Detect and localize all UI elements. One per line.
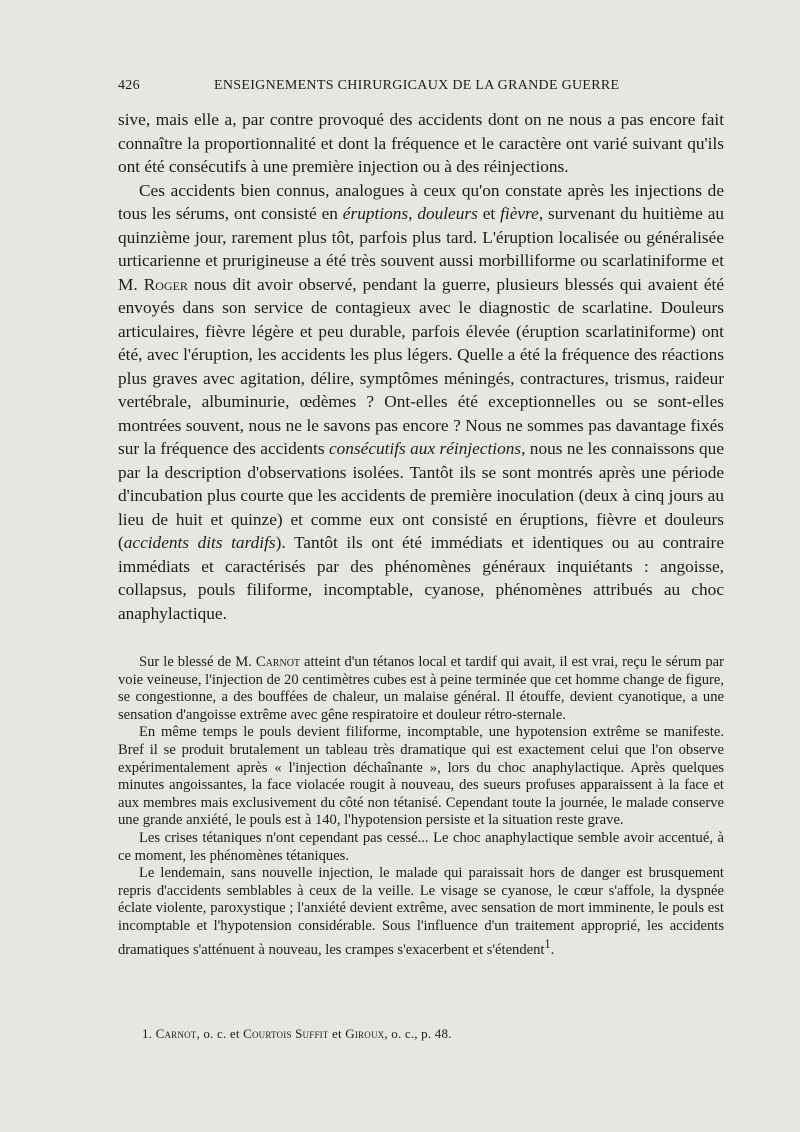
obs2-text: En même temps le pouls devient filiforme, incomptable, une hypotension extrême se manifeste. Bref il se produit brutalement un tableau très dramatique qui est exactement celui que l'on observe expérimentalement après « l'injection déchaînante », lors du choc anaphylactique. Après quelques minutes angoissantes, la face violacée rougit à nouveau, des sueurs profuses apparaissent à la face et aux membres mais exclusivement du côté non tétanisé. Cependant toute la journée, le malade conserve une grande anxiété, le pouls est à 140, l'hypotension persiste et la situation reste grave.: [118, 724, 724, 829]
emphasis-fievre: fièvre: [500, 204, 539, 223]
footnote-text-b: et: [328, 1026, 346, 1041]
observation-paragraph-3: [118, 830, 724, 865]
paragraph-1: [118, 108, 724, 179]
obs4-text: Le lendemain, sans nouvelle injection, le malade qui paraissait hors de danger est brusquement repris d'accidents semblables à ceux de la veille. Le visage se cyanose, le cœur s'affole, la dyspnée éclate violente, paroxystique ; l'anxiété devient extrême, avec sensation de mort imminente, le pouls est incomptable et l'hypotension considérable. Sous l'influence d'un traitement approprié, les accidents dramatiques s'atténuent à nouveau, les crampes s'exacerbent et s'étendent: [118, 865, 724, 958]
p2-text-c: nous dit avoir observé, pendant la guerre, plusieurs blessés qui avaient été envoyés dans son service de contagieux avec le diagnostic de scarlatine. Douleurs articulaires, fièvre légère et peu durable, parfois élevée (éruption scarlatiniforme) ont été, avec l'éruption, les accidents les plus légers. Quelle a été la fréquence des réactions plus graves avec agitation, délire, symptômes méningés, contractures, trismus, raideur vertébrale, albuminurie, œdèmes ? Ont-elles été exceptionnelles ou se sont-elles montrées souvent, nous ne le savons pas encore ? Nous ne sommes pas davantage fixés sur la fréquence des accidents: [118, 274, 724, 458]
observation-paragraph-1: [118, 654, 724, 724]
footnote: [142, 1026, 452, 1042]
paragraph-2: [118, 179, 724, 626]
footnote-author-giroux: Giroux: [345, 1026, 385, 1041]
author-roger: Roger: [143, 274, 188, 294]
obs4-end: .: [550, 941, 555, 958]
emphasis-tardifs: accidents dits tardifs: [123, 533, 276, 552]
main-text: [118, 108, 724, 625]
page-header: [118, 78, 723, 98]
obs1-text-b: atteint d'un tétanos local et tardif qui avait, il est vrai, reçu le sérum par voie veineuse, l'injection de 20 centimètres cubes est à peine terminée que cet homme change de figure, se congestionne, a des bouffées de chaleur, un malaise général. Il étouffe, devient cyanotique, a une sensation d'angoisse extrême avec gêne respiratoire et douleur rétro-sternale.: [118, 654, 724, 723]
footnote-number: 1.: [142, 1026, 153, 1041]
p2-text-d: , nous ne les connaissons que par la description d'observations isolées. Tantôt ils se sont montrés après une période d'incubation plus courte que les accidents de première inoculation (deux à cinq jours au lieu de huit et quinze) et comme eux ont consisté en éruptions, fièvre et douleurs (: [118, 439, 724, 552]
author-carnot: Carnot: [255, 654, 301, 670]
observation-paragraph-2: [118, 724, 724, 830]
observation-paragraph-4: [118, 865, 724, 959]
obs3-text: Les crises tétaniques n'ont cependant pas cessé... Le choc anaphylactique semble avoir accentué, à ce moment, les phénomènes tétaniques.: [118, 829, 724, 864]
emphasis-consecutifs: consécutifs aux réinjections: [328, 439, 522, 458]
running-title: ENSEIGNEMENTS CHIRURGICAUX DE LA GRANDE GUERRE: [214, 78, 620, 93]
p2-text-b: , survenant du huitième au quinzième jour, rarement plus tôt, parfois plus tard. L'éruption localisée ou généralisée urticarienne et prurigineuse a été très souvent aussi morbilliforme ou scarlatiniforme et M.: [118, 204, 724, 294]
emphasis-douleurs: douleurs: [417, 204, 478, 223]
footnote-author-carnot: Carnot: [155, 1026, 197, 1041]
p2-sep-2: et: [477, 204, 501, 223]
footnote-author-courtois: Courtois Suffit: [243, 1026, 329, 1041]
paragraph-1-text: sive, mais elle a, par contre provoqué des accidents dont on ne nous a pas encore fait connaître la proportionnalité et dont la fréquence et le caractère ont varié suivant qu'ils ont été consécutifs à une première injection ou à des réinjections.: [118, 110, 724, 176]
p2-text-a: Ces accidents bien connus, analogues à ceux qu'on constate après les injections de tous les sérums, ont consisté en: [118, 180, 724, 223]
footnote-reference: 1: [544, 936, 551, 951]
footnote-text-c: , o. c., p. 48.: [384, 1026, 452, 1041]
case-observation: [118, 654, 724, 959]
obs1-text-a: Sur le blessé de M.: [139, 654, 256, 670]
emphasis-eruptions: éruptions: [342, 204, 409, 223]
footnote-text-a: , o. c. et: [196, 1026, 244, 1041]
page-number: 426: [118, 78, 140, 93]
p2-text-e: ). Tantôt ils ont été immédiats et identiques ou au contraire immédiats et caractérisés par des phénomènes généraux inquiétants : angoisse, collapsus, pouls filiforme, incomptable, cyanose, phénomènes attribués au choc anaphylactique.: [118, 533, 724, 623]
p2-sep-1: ,: [408, 204, 418, 223]
